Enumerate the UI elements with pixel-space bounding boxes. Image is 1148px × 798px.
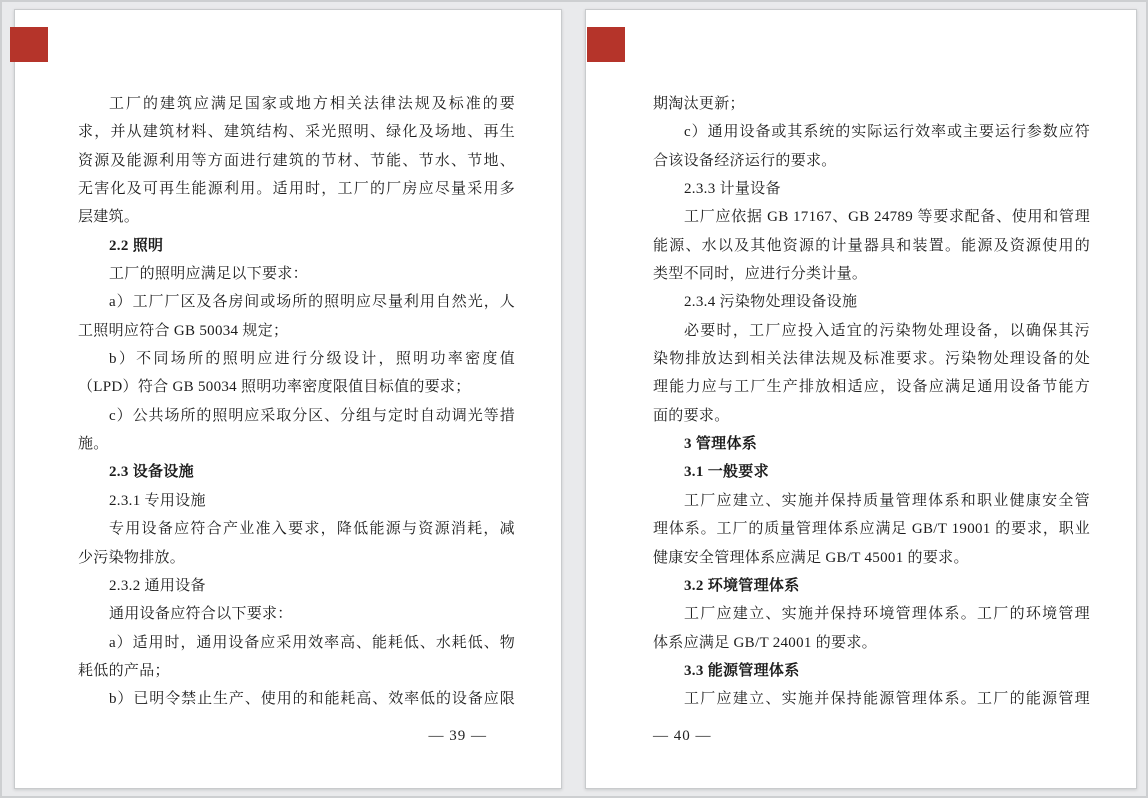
text-line: 2.3.2 通用设备 (109, 577, 206, 594)
red-redaction-stamp-icon (10, 27, 48, 62)
text-line: 工厂的照明应满足以下要求： (109, 266, 308, 283)
text-line: 理体系。工厂的质量管理体系应满足 GB/T 19001 的要求，职业 (653, 521, 1090, 538)
text-line: 2.3.3 计量设备 (684, 181, 781, 198)
text-line: 施。 (78, 436, 109, 453)
text-line: 通用设备应符合以下要求： (109, 606, 293, 623)
page-number-40: — 40 — (653, 728, 712, 744)
text-line: 体系应满足 GB/T 24001 的要求。 (653, 634, 877, 651)
text-line: 2.3 设备设施 (109, 464, 194, 481)
text-line: b）不同场所的照明应进行分级设计，照明功率密度值 (109, 351, 515, 368)
text-line: 健康安全管理体系应满足 GB/T 45001 的要求。 (653, 549, 969, 566)
text-line: 2.3.4 污染物处理设备设施 (684, 294, 858, 311)
page-number-39: — 39 — (428, 728, 487, 744)
text-line: a）适用时，通用设备应采用效率高、能耗低、水耗低、物 (109, 634, 515, 651)
text-line: 3.3 能源管理体系 (684, 662, 800, 679)
text-line: 工厂应建立、实施并保持质量管理体系和职业健康安全管 (684, 492, 1090, 509)
text-line: 少污染物排放。 (78, 549, 186, 566)
text-line: 3.2 环境管理体系 (684, 577, 800, 594)
page-40 (585, 9, 1137, 789)
text-line: a）工厂厂区及各房间或场所的照明应尽量利用自然光，人 (109, 294, 515, 311)
text-line: 工厂应建立、实施并保持能源管理体系。工厂的能源管理 (684, 691, 1090, 708)
text-line: 3 管理体系 (684, 436, 758, 453)
text-line: （LPD）符合 GB 50034 照明功率密度限值目标值的要求； (78, 379, 471, 396)
text-line: 能源、水以及其他资源的计量器具和装置。能源及资源使用的 (653, 237, 1090, 254)
text-line: 3.1 一般要求 (684, 464, 769, 481)
text-line: 工照明应符合 GB 50034 规定； (78, 322, 289, 339)
text-line: 2.3.1 专用设施 (109, 492, 206, 509)
text-line: 求，并从建筑材料、建筑结构、采光照明、绿化及场地、再生 (78, 124, 515, 141)
text-line: 理能力应与工厂生产排放相适应，设备应满足通用设备节能方 (653, 379, 1090, 396)
text-line: 类型不同时，应进行分类计量。 (653, 266, 868, 283)
text-line: c）公共场所的照明应采取分区、分组与定时自动调光等措 (109, 407, 515, 424)
text-line: 层建筑。 (78, 209, 140, 226)
page-39-text-block (78, 90, 515, 714)
text-line: 工厂的建筑应满足国家或地方相关法律法规及标准的要 (109, 96, 515, 112)
text-line: 2.2 照明 (109, 237, 164, 254)
red-redaction-stamp-icon (587, 27, 625, 62)
text-line: 耗低的产品； (78, 662, 170, 679)
text-line: 工厂应建立、实施并保持环境管理体系。工厂的环境管理 (684, 606, 1090, 623)
text-line: 面的要求。 (653, 407, 730, 424)
text-line: 资源及能源利用等方面进行建筑的节材、节能、节水、节地、 (78, 152, 515, 169)
text-line: 必要时，工厂应投入适宜的污染物处理设备，以确保其污 (684, 322, 1090, 339)
text-line: 染物排放达到相关法律法规及标准要求。污染物处理设备的处 (653, 351, 1090, 368)
text-line: 工厂应依据 GB 17167、GB 24789 等要求配备、使用和管理 (684, 209, 1090, 226)
text-line: c）通用设备或其系统的实际运行效率或主要运行参数应符 (684, 124, 1090, 141)
text-line: 期淘汰更新； (653, 96, 745, 112)
page-40-text-block (653, 90, 1090, 714)
text-line: 专用设备应符合产业准入要求，降低能源与资源消耗，减 (109, 521, 515, 538)
text-line: b）已明令禁止生产、使用的和能耗高、效率低的设备应限 (109, 691, 515, 708)
text-line: 无害化及可再生能源利用。适用时，工厂的厂房应尽量采用多 (78, 181, 515, 198)
text-line: 合该设备经济运行的要求。 (653, 152, 837, 169)
page-39 (14, 9, 562, 789)
